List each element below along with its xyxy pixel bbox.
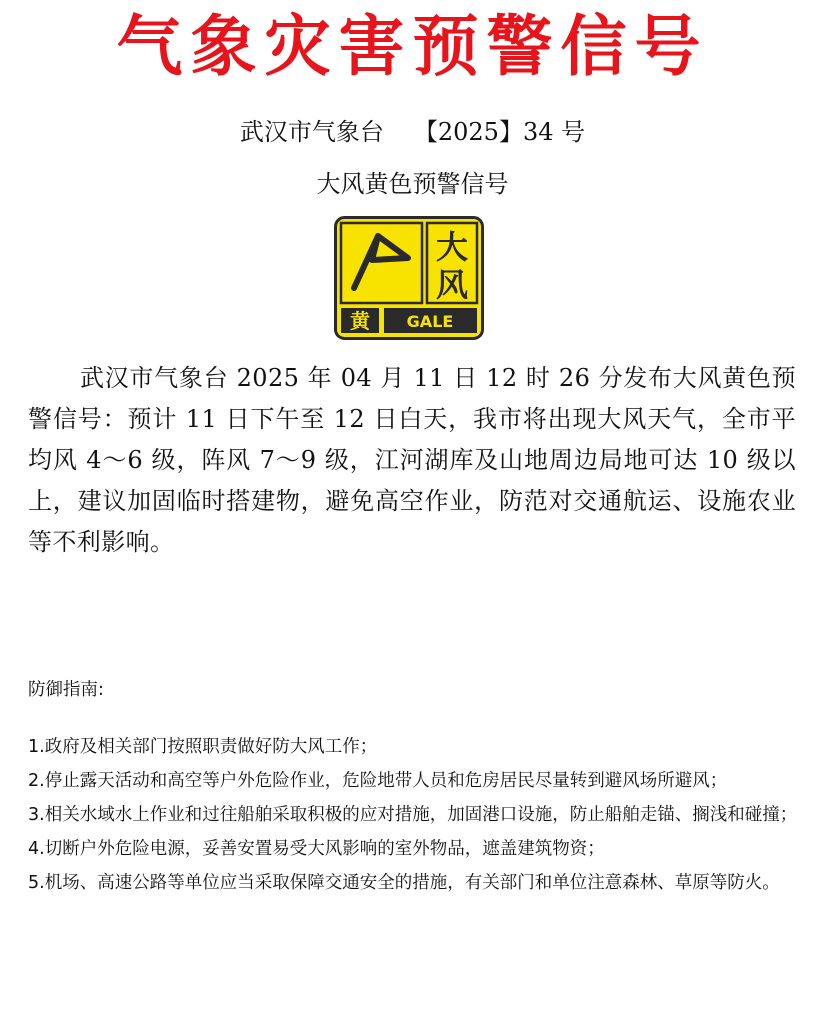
badge-english: GALE xyxy=(406,312,454,331)
badge-char-bottom: 风 xyxy=(435,266,469,304)
badge-level-char: 黄 xyxy=(350,309,370,333)
main-title: 气象灾害预警信号 xyxy=(116,7,709,85)
warning-body-paragraph: 武汉市气象台 2025 年 04 月 11 日 12 时 26 分发布大风黄色预警信号：预计 11 日下午至 12 日白天，我市将出现大风天气，全市平均风 4～6 级，阵风 7～9 级，江河湖库及山地周边局地可达 10 级以上，建议加固临时搭建物，避免高空作业，防范对交通航运、设施农业等不利影响。 xyxy=(28,364,796,556)
issuer-name: 武汉市气象台 xyxy=(239,118,384,146)
gale-yellow-warning-badge xyxy=(334,216,484,340)
guide-item: 1.政府及相关部门按照职责做好防大风工作； xyxy=(28,737,378,757)
issuer-line xyxy=(0,114,825,150)
guide-item: 3.相关水域水上作业和过往船舶采取积极的应对措施，加固港口设施，防止船舶走锚、搁浅和碰撞； xyxy=(28,805,798,825)
badge-char-top: 大 xyxy=(435,228,469,266)
document-number: 【2025】34 号 xyxy=(413,118,586,146)
defense-guide xyxy=(28,676,798,900)
guide-item: 4.切断户外危险电源，妥善安置易受大风影响的室外物品，遮盖建筑物资； xyxy=(28,839,605,859)
guide-heading: 防御指南: xyxy=(28,680,104,700)
guide-item: 2.停止露天活动和高空等户外危险作业，危险地带人员和危房居民尽量转到避风场所避风； xyxy=(28,771,728,791)
guide-item: 5.机场、高速公路等单位应当采取保障交通安全的措施，有关部门和单位注意森林、草原等防火。 xyxy=(28,873,780,893)
signal-name: 大风黄色预警信号 xyxy=(316,170,509,198)
